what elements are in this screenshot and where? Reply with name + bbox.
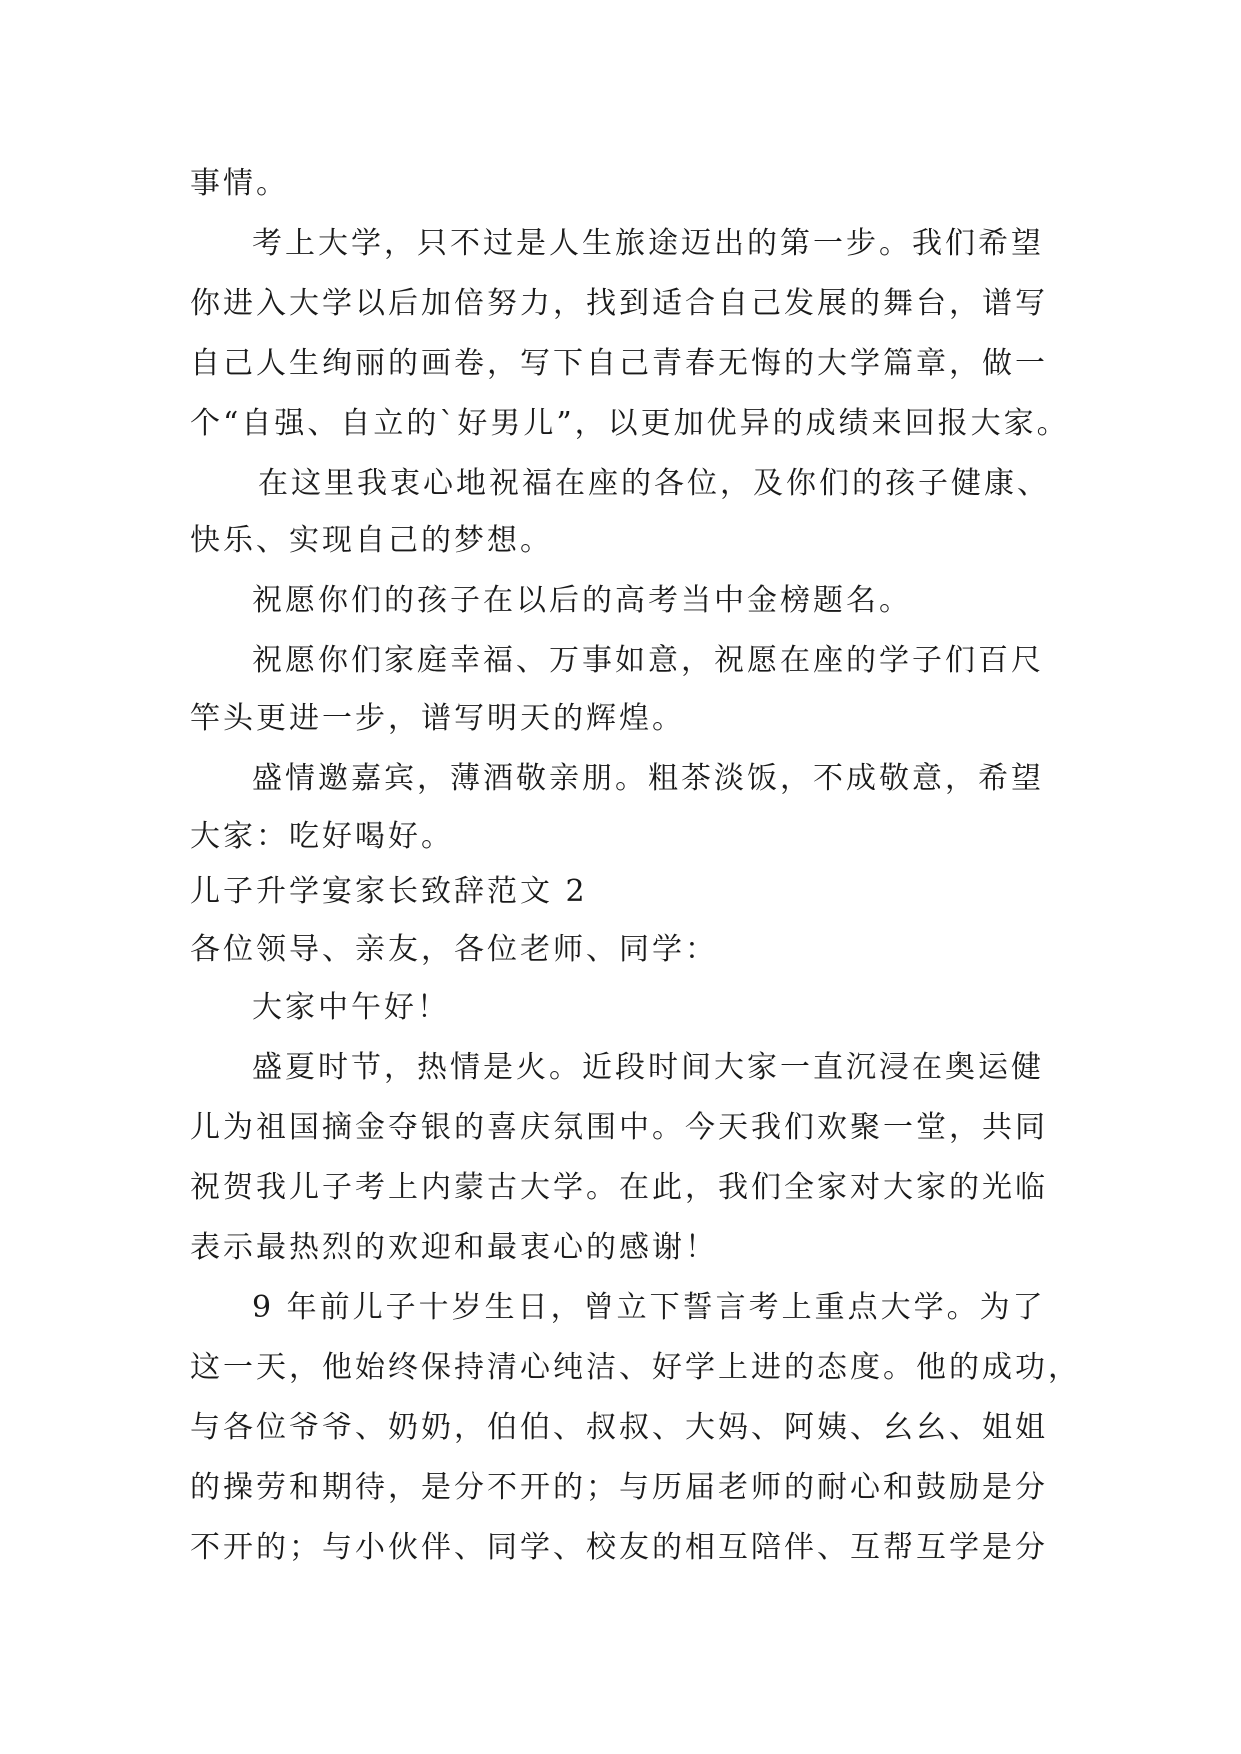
paragraph-line: 大家中午好！ — [252, 990, 450, 1025]
text-line: 竿头更进一步，谱写明天的辉煌。 — [190, 701, 685, 736]
section-title: 儿子升学宴家长致辞范文 2 — [190, 874, 588, 909]
text-line: 不开的；与小伙伴、同学、校友的相互陪伴、互帮互学是分 — [190, 1530, 1048, 1565]
text-line: 这一天，他始终保持清心纯洁、好学上进的态度。他的成功， — [190, 1350, 1081, 1385]
text-line: 儿为祖国摘金夺银的喜庆氛围中。今天我们欢聚一堂，共同 — [190, 1110, 1048, 1145]
paragraph-line: 祝愿你们的孩子在以后的高考当中金榜题名。 — [252, 583, 912, 618]
text-line: 表示最热烈的欢迎和最衷心的感谢！ — [190, 1230, 718, 1265]
text-line: 大家：吃好喝好。 — [190, 819, 454, 854]
paragraph-line: 祝愿你们家庭幸福、万事如意，祝愿在座的学子们百尺 — [252, 643, 1044, 678]
text-line: 事情。 — [190, 166, 289, 201]
paragraph-line: 9 年前儿子十岁生日，曾立下誓言考上重点大学。为了 — [252, 1290, 1046, 1325]
text-line: 快乐、实现自己的梦想。 — [190, 523, 553, 558]
text-line: 祝贺我儿子考上内蒙古大学。在此，我们全家对大家的光临 — [190, 1170, 1048, 1205]
text-line: 你进入大学以后加倍努力，找到适合自己发展的舞台，谱写 — [190, 286, 1048, 321]
text-line: 的操劳和期待，是分不开的；与历届老师的耐心和鼓励是分 — [190, 1470, 1048, 1505]
paragraph-line: 盛情邀嘉宾，薄酒敬亲朋。粗茶淡饭，不成敬意，希望 — [252, 761, 1044, 796]
paragraph-line: 盛夏时节，热情是火。近段时间大家一直沉浸在奥运健 — [252, 1050, 1044, 1085]
paragraph-line: 考上大学，只不过是人生旅途迈出的第一步。我们希望 — [252, 226, 1044, 261]
text-line: 与各位爷爷、奶奶，伯伯、叔叔、大妈、阿姨、幺幺、姐姐 — [190, 1410, 1048, 1445]
text-line: 个“自强、自立的`好男儿”，以更加优异的成绩来回报大家。 — [190, 406, 1070, 441]
text-line: 自己人生绚丽的画卷，写下自己青春无悔的大学篇章，做一 — [190, 346, 1048, 381]
paragraph-line: 在这里我衷心地祝福在座的各位，及你们的孩子健康、 — [258, 466, 1050, 501]
salutation-line: 各位领导、亲友，各位老师、同学： — [190, 932, 718, 967]
